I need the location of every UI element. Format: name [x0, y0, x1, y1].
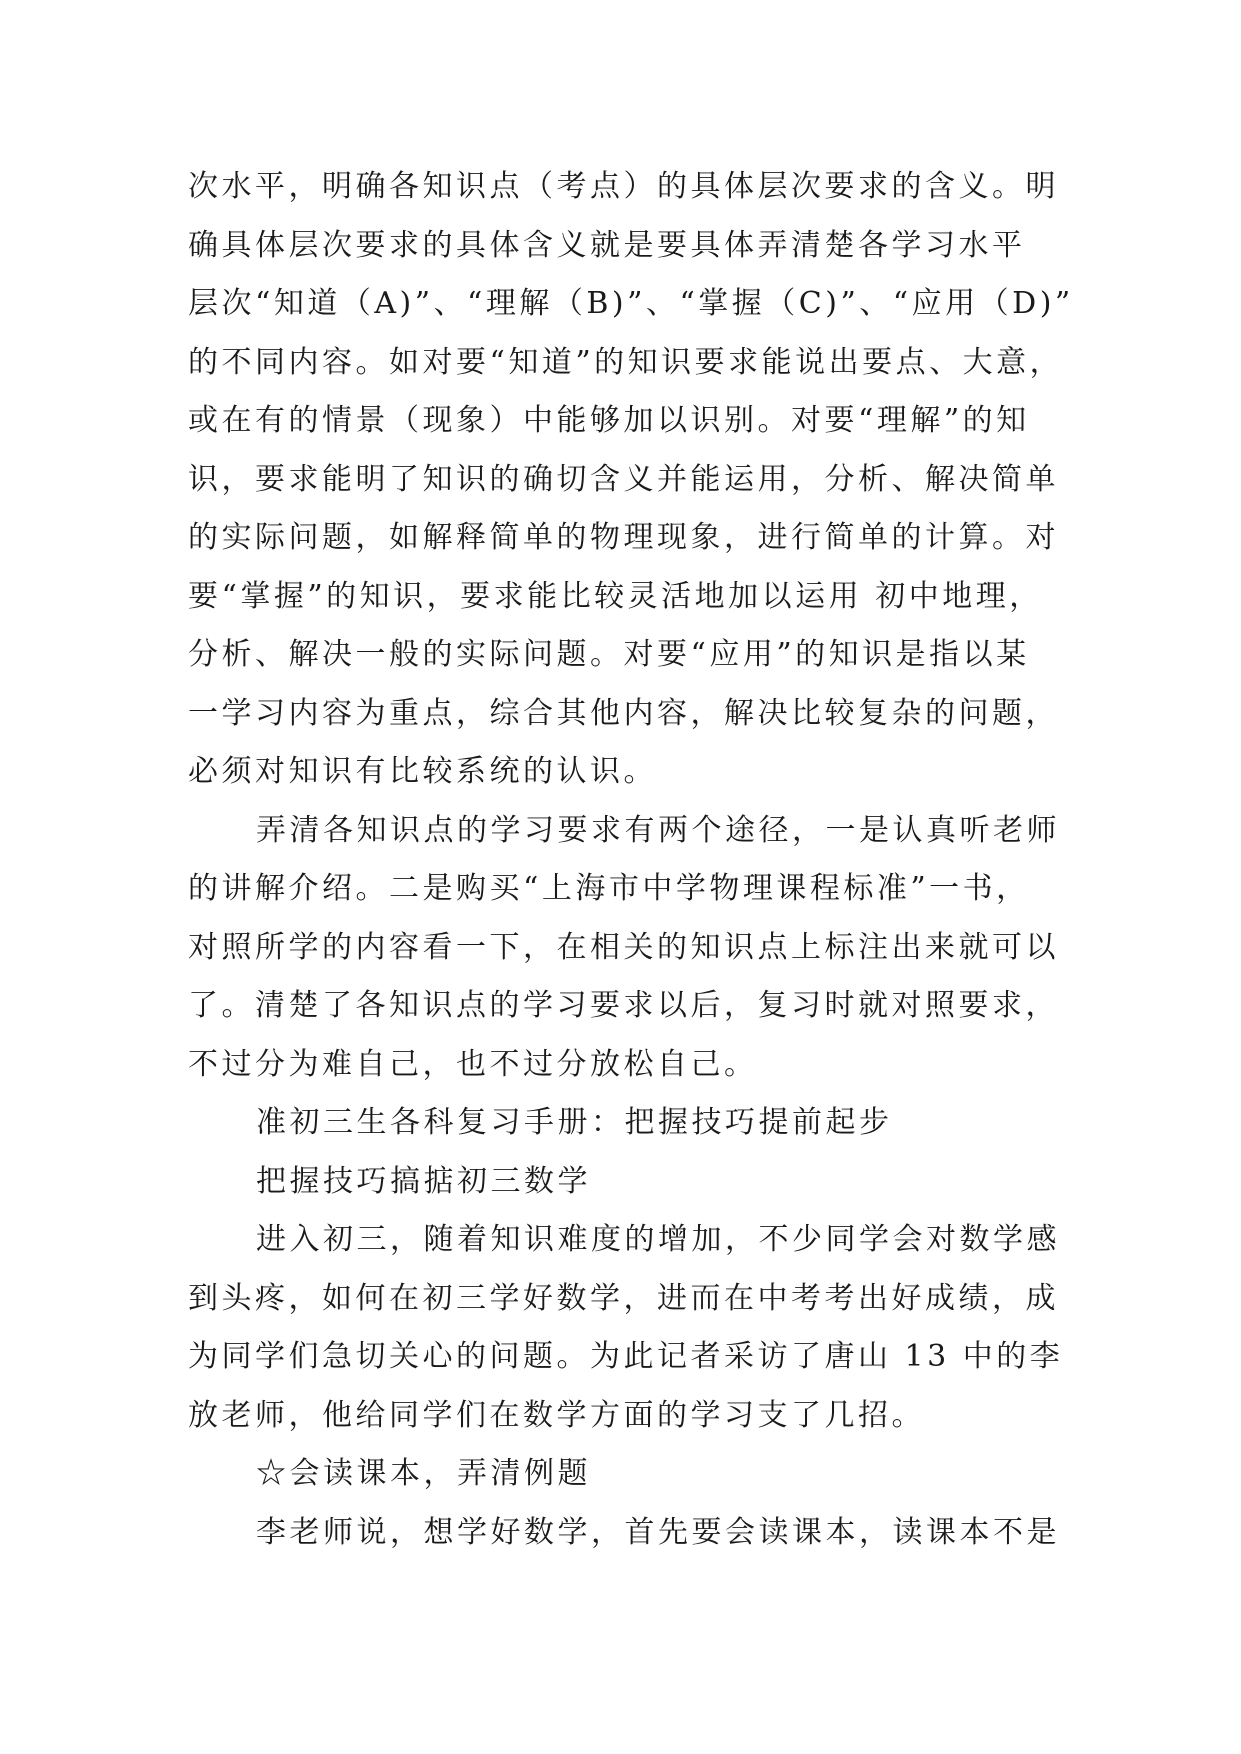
text-line: 的实际问题，如解释简单的物理现象，进行简单的计算。对 — [188, 520, 1059, 555]
text-line: 次水平，明确各知识点（考点）的具体层次要求的含义。明 — [188, 169, 1059, 204]
text-line: 到头疼，如何在初三学好数学，进而在中考考出好成绩，成 — [188, 1280, 1059, 1316]
subsection-heading: 把握技巧搞掂初三数学 — [256, 1163, 591, 1199]
text-line: 识，要求能明了知识的确切含义并能运用，分析、解决简单 — [188, 461, 1059, 497]
section-heading: 准初三生各科复习手册：把握技巧提前起步 — [256, 1105, 893, 1140]
text-line: 分析、解决一般的实际问题。对要“应用”的知识是指以某 — [188, 637, 1030, 672]
star-heading: ☆会读课本，弄清例题 — [256, 1456, 591, 1491]
text-line: 的不同内容。如对要“知道”的知识要求能说出要点、大意， — [188, 344, 1064, 380]
text-line: 层次“知道（A)”、“理解（B)”、“掌握（C)”、“应用（D)” — [188, 286, 1074, 321]
text-line: 为同学们急切关心的问题。为此记者采访了唐山 13 中的李 — [188, 1339, 1064, 1374]
text-line: 不过分为难自己，也不过分放松自己。 — [188, 1046, 758, 1082]
text-line: 放老师，他给同学们在数学方面的学习支了几招。 — [188, 1397, 925, 1433]
text-line: 一学习内容为重点，综合其他内容，解决比较复杂的问题， — [188, 695, 1059, 731]
paragraph-start-line: 李老师说，想学好数学，首先要会读课本，读课本不是 — [256, 1514, 1060, 1550]
text-line: 确具体层次要求的具体含义就是要具体弄清楚各学习水平 — [188, 227, 1026, 263]
text-line: 要“掌握”的知识，要求能比较灵活地加以运用 初中地理， — [188, 578, 1043, 614]
paragraph-start-line: 进入初三，随着知识难度的增加，不少同学会对数学感 — [256, 1222, 1060, 1257]
document-body — [188, 158, 1074, 1562]
text-line: 或在有的情景（现象）中能够加以识别。对要“理解”的知 — [188, 403, 1030, 438]
text-line: 对照所学的内容看一下，在相关的知识点上标注出来就可以 — [188, 929, 1059, 965]
text-line: 了。清楚了各知识点的学习要求以后，复习时就对照要求， — [188, 988, 1059, 1023]
paragraph-start-line: 弄清各知识点的学习要求有两个途径，一是认真听老师 — [256, 812, 1060, 848]
text-line: 必须对知识有比较系统的认识。 — [188, 754, 657, 789]
text-line: 的讲解介绍。二是购买“上海市中学物理课程标准”一书， — [188, 871, 1030, 906]
